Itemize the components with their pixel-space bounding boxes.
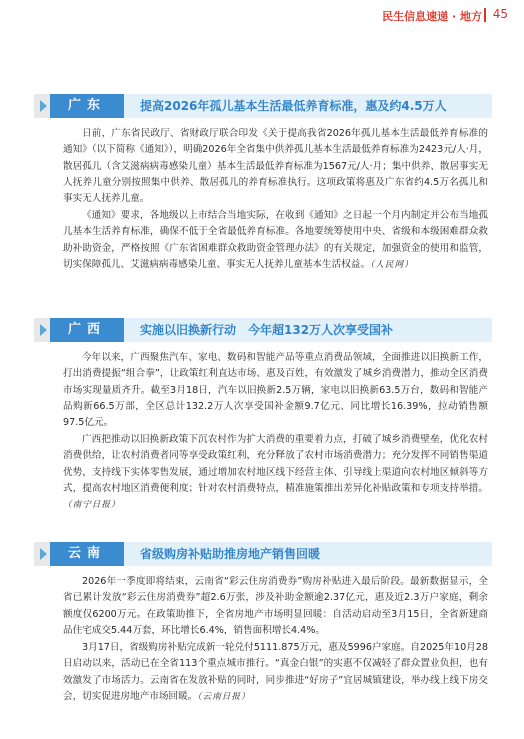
article-headline: 提高2026年孤儿基本生活最低养育标准，惠及约4.5万人 <box>124 94 492 118</box>
article-source: （人民网） <box>370 259 414 270</box>
page-header <box>0 0 524 32</box>
article-paragraph: 今年以来，广西聚焦汽车、家电、数码和智能产品等重点消费品领域，全面推进以旧换新工作，打出消费提振“组合拳”，让政策红利直达市场、惠及百姓，有效激发了城乡消费潜力，推动全区消费市场实现量质齐升。截至3月18日，汽车以旧换新2.5万辆，家电以旧换新63.5万台，数码和智能产品购新66.5万部，全区总计132.2万人次享受国补金额9.7亿元、同比增长16.39%，拉动销售额97.5亿元。 <box>63 352 488 429</box>
section-title: 民生信息速递 · 地方 <box>382 10 482 23</box>
article-paragraph: 2026年一季度即将结束，云南省“彩云住房消费券”购房补贴进入最后阶段。最新数据显示，全省已累计发放“彩云住房消费券”超2.6万张，涉及补助金额逾2.37亿元，惠及近2.3万户家庭，剩余额度仅6200万元。在政策助推下，全省房地产市场明显回暖：自活动启动至3月15日，全省新建商品住宅成交5.44万套，环比增长6.4%，销售面积增长4.4%。 <box>63 576 488 636</box>
article-paragraph: 《通知》要求，各地级以上市结合当地实际，在收到《通知》之日起一个月内制定并公布当地孤儿基本生活养育标准，确保不低于全省最低养育标准。各地要统筹使用中央、省级和本级困难群众救助补助资金，严格按照《广东省困难群众救助资金管理办法》的有关规定，加强资金的使用和监管，切实保障孤儿、艾滋病病毒感染儿童、事实无人抚养儿童基本生活权益。（人民网） <box>63 210 488 270</box>
article-headline: 实施以旧换新行动 今年超132万人次享受国补 <box>124 318 492 342</box>
arrow-icon <box>34 542 50 566</box>
section-header-guangxi <box>34 318 492 342</box>
section-header-yunnan <box>34 542 492 566</box>
article-paragraph: 日前，广东省民政厅、省财政厅联合印发《关于提高我省2026年孤儿基本生活最低养育标准的通知》（以下简称《通知》），明确2026年全省集中供养孤儿基本生活最低养育标准为2423元/人·月，散居孤儿（含艾滋病病毒感染儿童）基本生活最低养育标准为1567元/人·月；集中供养、散居事实无人抚养儿童分别按照集中供养、散居孤儿的养育标准执行。这项政策将惠及广东省约4.5万名孤儿和事实无人抚养儿童。 <box>63 128 488 205</box>
region-label: 广东 <box>50 94 124 118</box>
region-label: 广西 <box>50 318 124 342</box>
article-source: （南宁日报） <box>63 500 121 511</box>
region-label: 云南 <box>50 542 124 566</box>
article-paragraph: 3月17日，省级购房补贴完成新一轮兑付5111.875万元，惠及5996户家庭。自2025年10月28日启动以来，活动已在全省113个重点城市推行。“真金白银”的实惠不仅减轻了群众置业负担，也有效激发了市场活力。云南省在发放补贴的同时，同步推进“好房子”宜居城镇建设，举办线上线下房交会，切实促进房地产市场回暖。（云南日报） <box>63 642 488 702</box>
header-divider <box>484 8 486 22</box>
page-number: 45 <box>492 7 508 21</box>
arrow-icon <box>34 94 50 118</box>
article-headline: 省级购房补贴助推房地产销售回暖 <box>124 542 492 566</box>
section-header-guangdong <box>34 94 492 118</box>
article-paragraph: 广西把推动以旧换新政策下沉农村作为扩大消费的重要着力点，打破了城乡消费壁垒，优化农村消费供给，让农村消费者同等享受政策红利，充分释放了农村市场消费潜力；充分发挥不同销售渠道优势，支持线下实体零售发展，通过增加农村地区线下经营主体、引导线上渠道向农村地区倾斜等方式，提高农村地区消费便利度；针对农村消费特点，精准施策推出差异化补贴政策和专项支持举措。（南宁日报） <box>63 434 488 511</box>
arrow-icon <box>34 318 50 342</box>
article-source: （云南日报） <box>197 691 251 702</box>
